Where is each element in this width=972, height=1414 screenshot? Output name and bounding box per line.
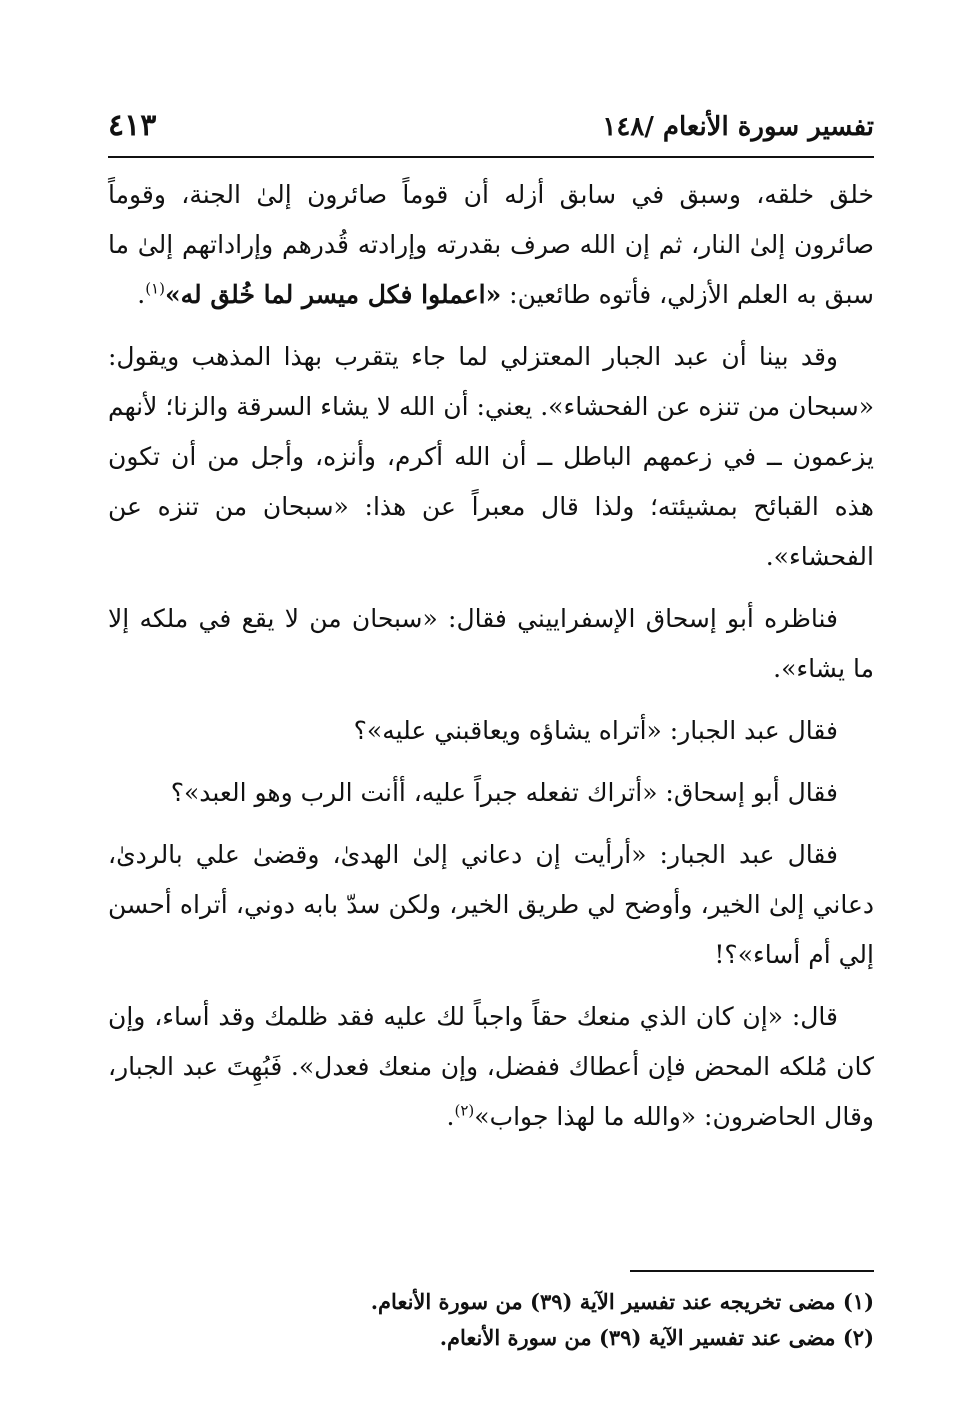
footnote-1: (١) مضى تخريجه عند تفسير الآية (٣٩) من سورة الأنعام. [370, 1289, 874, 1314]
header-rule [108, 156, 874, 158]
footnotes [108, 1284, 874, 1356]
paragraph-7 [108, 992, 874, 1142]
paragraph-5: فقال أبو إسحاق: «أتراك تفعله جبراً عليه، أأنت الرب وهو العبد»؟ [170, 778, 838, 807]
page-number: ٤١٣ [108, 108, 157, 143]
paragraph-4: فقال عبد الجبار: «أتراه يشاؤه ويعاقبني عليه»؟ [353, 716, 838, 745]
paragraph-1-text: خلق خلقه، وسبق في سابق أزله أن قوماً صائرون إلىٰ الجنة، وقوماً صائرون إلىٰ النار، ثم إن الله صرف بقدرته وإرادته قُدرهم وإراداتهم إلىٰ ما سبق به العلم الأزلي، فأتوه طائعين: [108, 180, 874, 309]
paragraph-7-end: . [446, 1102, 455, 1131]
paragraph-6: فقال عبد الجبار: «أرأيت إن دعاني إلىٰ الهدىٰ، وقضىٰ علي بالردىٰ، دعاني إلىٰ الخير، وأوضح لي طريق الخير، ولكن سدّ بابه دوني، أتراه أحسن إلي أم أساء»؟! [108, 840, 874, 969]
footnote-ref-2: (٢) [454, 1101, 475, 1120]
footnote-rule [630, 1270, 874, 1272]
body-text [108, 170, 874, 1154]
footnote-ref-1: (١) [145, 279, 165, 298]
running-title: تفسير سورة الأنعام /١٤٨ [602, 112, 874, 142]
paragraph-7-text: قال: «إن كان الذي منعك حقاً واجباً لك عليه فقد ظلمك وقد أساء، وإن كان مُلكه المحض فإن أعطاك ففضل، وإن منعك فعدل». فَبُهِتَ عبد الجبار، وقال الحاضرون: «والله ما لهذا جواب» [108, 1002, 874, 1131]
page-header [108, 108, 874, 152]
paragraph-1 [108, 170, 874, 320]
paragraph-3: فناظره أبو إسحاق الإسفراييني فقال: «سبحان من لا يقع في ملكه إلا ما يشاء». [108, 604, 874, 683]
paragraph-2: وقد بينا أن عبد الجبار المعتزلي لما جاء يتقرب بهذا المذهب ويقول: «سبحان من تنزه عن الفحشاء». يعني: أن الله لا يشاء السرقة والزنا؛ لأنهم يزعمون ــ في زعمهم الباطل ــ أن الله أكرم، وأنزه، وأجل من أن تكون هذه القبائح بمشيئته؛ ولذا قال معبراً عن هذا: «سبحان من تنزه عن الفحشاء». [108, 342, 874, 571]
hadith-quote: «اعملوا فكل ميسر لما خُلق له» [164, 280, 502, 309]
paragraph-1-end: . [137, 280, 146, 309]
footnote-2: (٢) مضى عند تفسير الآية (٣٩) من سورة الأنعام. [439, 1325, 874, 1350]
